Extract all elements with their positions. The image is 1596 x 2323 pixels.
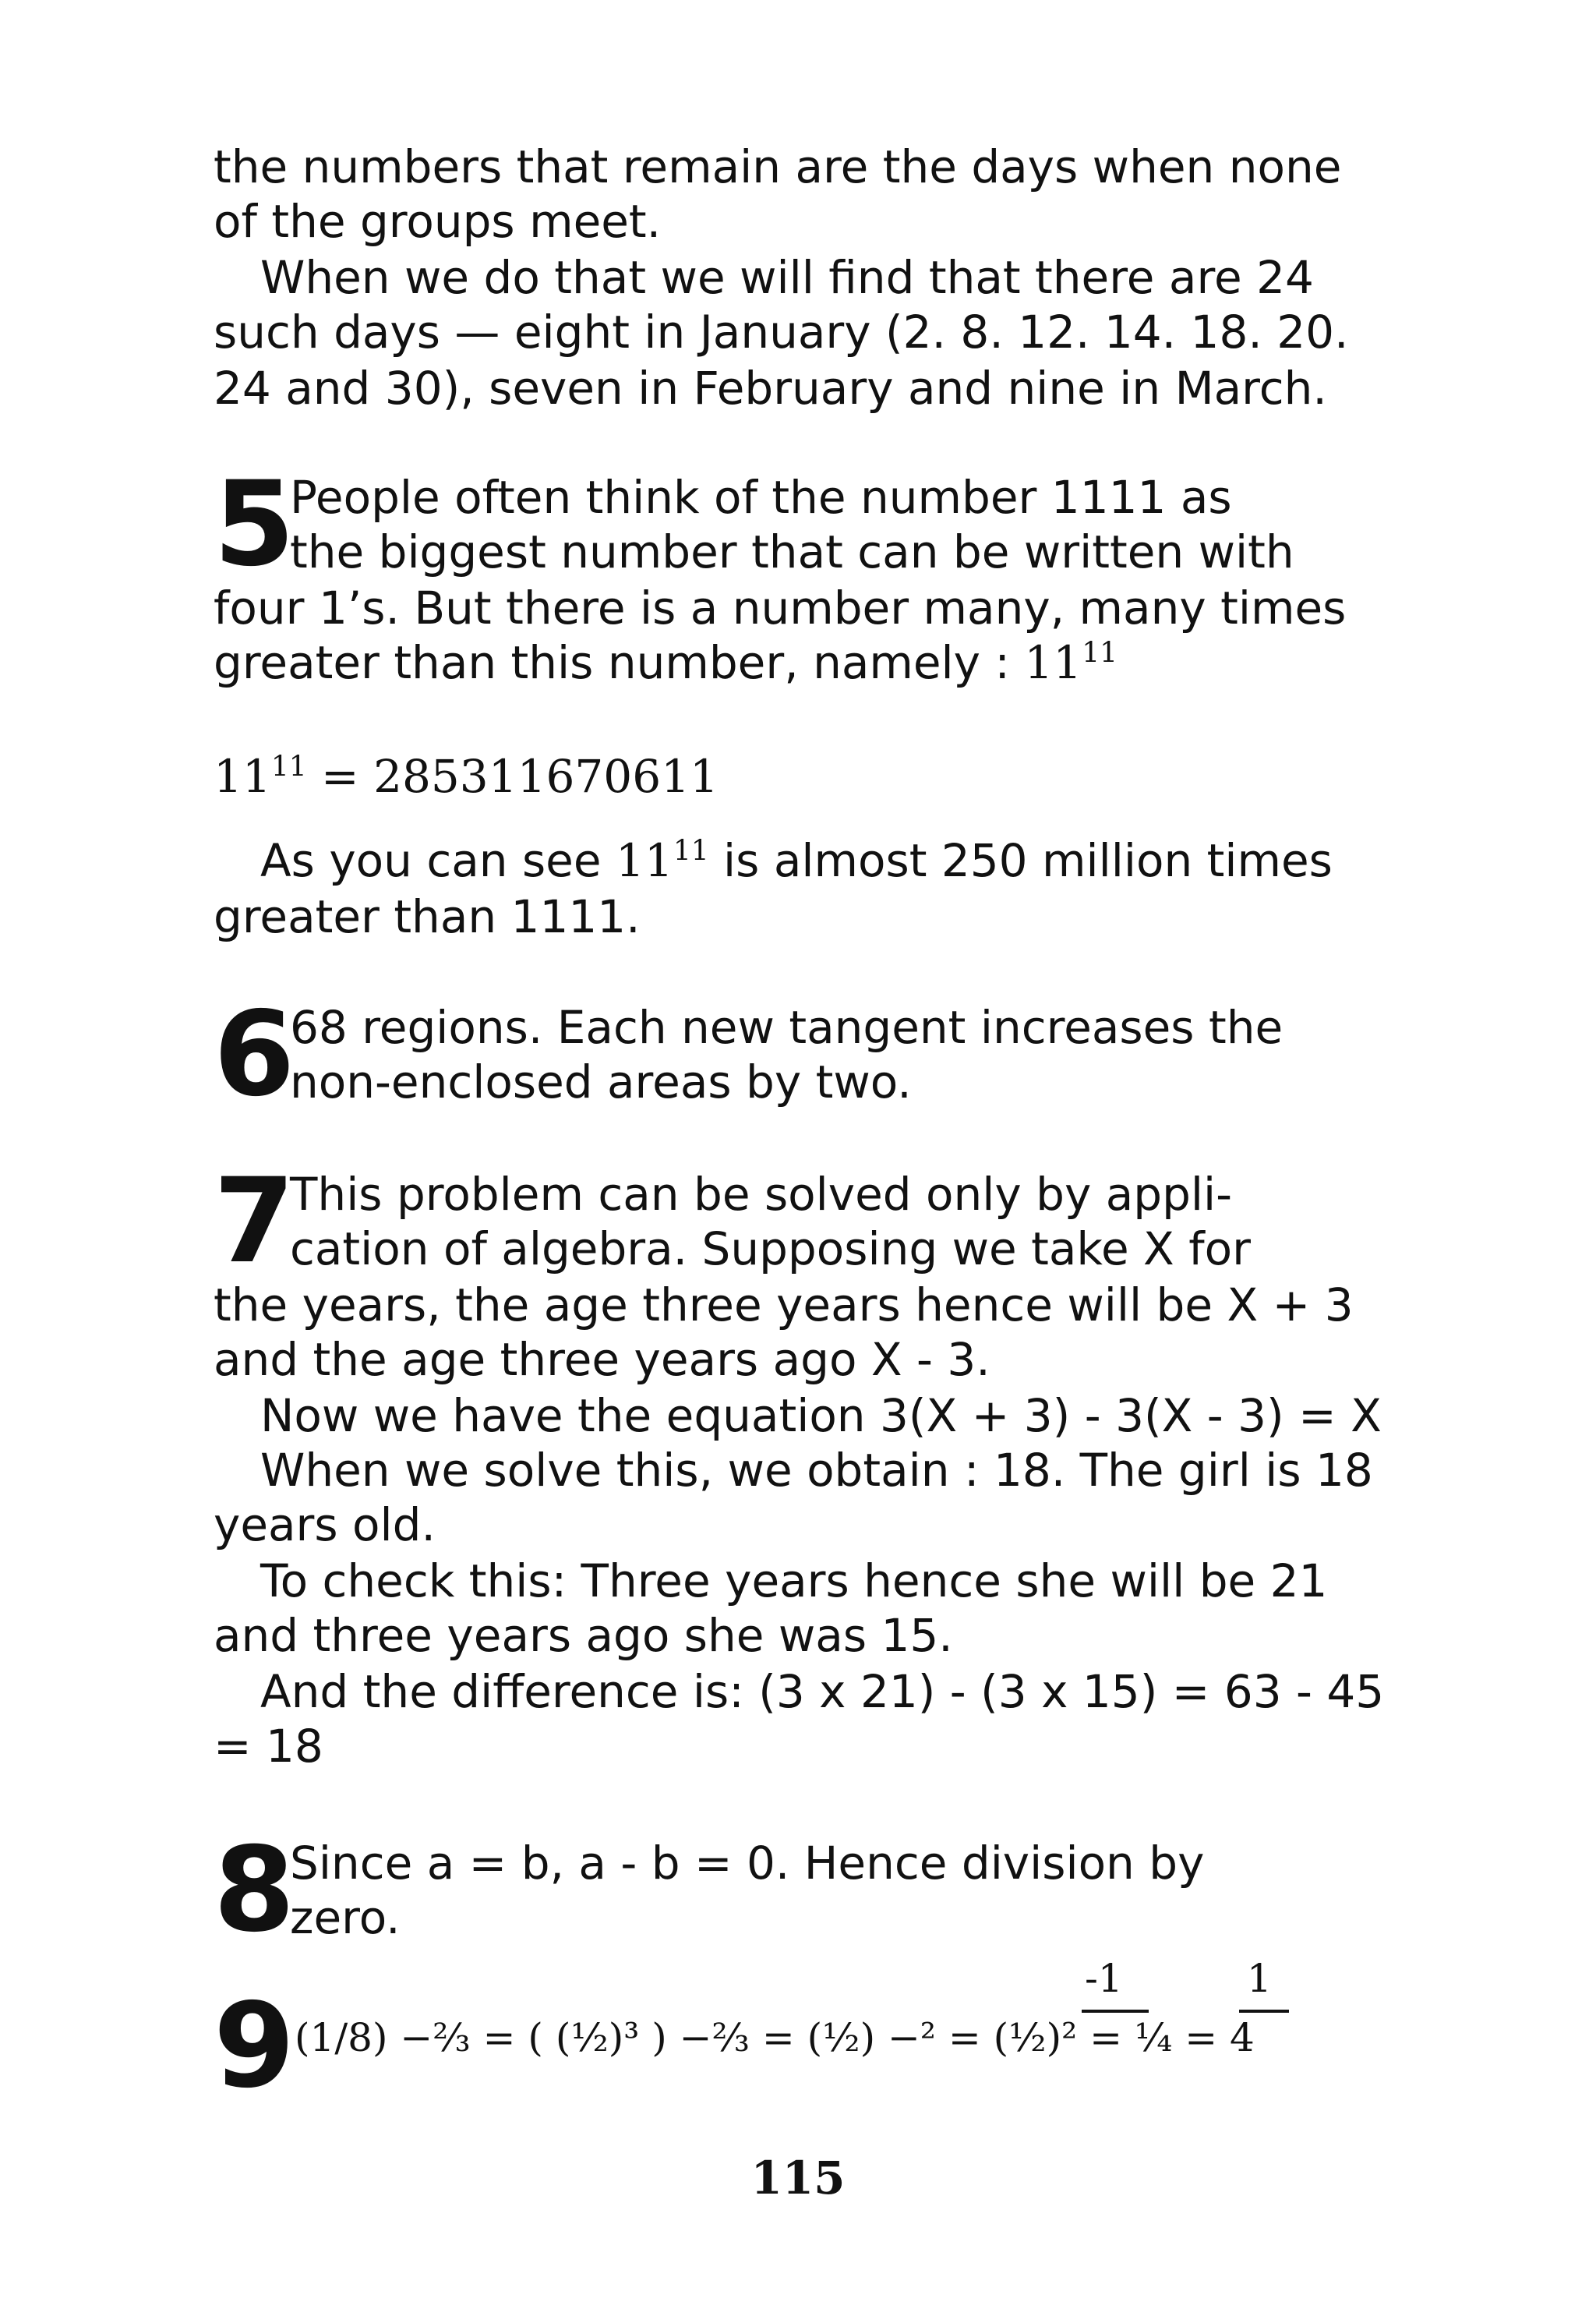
ans7-line5 [260, 1388, 1382, 1444]
ans5-line4 [214, 635, 1379, 691]
answer-9-number: 9 [214, 1978, 295, 2114]
ans7-line8 [260, 1553, 1379, 1609]
answer-7-number: 7 [214, 1154, 295, 1289]
equation-result: = 285311670611 [306, 750, 719, 803]
text: Now we have the equation 3(X + 3) - 3(X - 3) = X [260, 1389, 1382, 1442]
text: zero. [290, 1891, 401, 1944]
para4-line5 [214, 360, 1379, 416]
text: the numbers that remain are the days when none [214, 140, 1342, 193]
text: greater than this number, namely : [214, 636, 1025, 689]
ans5-line2 [290, 524, 1379, 580]
text: four 1’s. But there is a number many, many times [214, 582, 1347, 635]
ans5-line1 [290, 469, 1379, 525]
text: non-enclosed areas by two. [290, 1055, 912, 1108]
text: Since a = b, a - b = 0. Hence division by [290, 1837, 1205, 1890]
text: greater than 1111. [214, 890, 641, 943]
power-base: 11 [214, 750, 271, 803]
text: and three years ago she was 15. [214, 1609, 953, 1662]
para4-line2 [214, 193, 1379, 249]
fraction-bar-2 [1239, 2010, 1289, 2013]
ans5-line3 [214, 580, 1379, 636]
para4-line3 [260, 249, 1379, 306]
text: the biggest number that can be written with [290, 525, 1294, 578]
power-base: 11 [1024, 636, 1082, 689]
fraction-bar-1 [1082, 2010, 1149, 2013]
power-exponent: 11 [673, 835, 709, 868]
text: such days — eight in January (2. 8. 12. 14. 18. 20. [214, 306, 1349, 359]
text: And the difference is: (3 x 21) - (3 x 15) = 63 - 45 [260, 1665, 1385, 1718]
text: 68 regions. Each new tangent increases the [290, 1001, 1284, 1054]
answer-8-number: 8 [214, 1823, 295, 1958]
page-number: 115 [750, 2152, 846, 2205]
text: years old. [214, 1498, 436, 1551]
text: When we solve this, we obtain : 18. The girl is 18 [260, 1444, 1373, 1497]
text: This problem can be solved only by appli- [290, 1168, 1233, 1221]
answer-6-number: 6 [214, 987, 295, 1123]
power-exponent: 11 [1082, 637, 1118, 670]
text: is almost 250 million times [708, 834, 1333, 887]
ans7-line1 [290, 1166, 1379, 1222]
text: the years, the age three years hence will be X + 3 [214, 1278, 1354, 1331]
text: People often think of the number 1111 as [290, 471, 1232, 524]
answer-5-number: 5 [214, 457, 295, 592]
ans7-line11 [214, 1718, 1379, 1774]
ans7-line10 [260, 1664, 1385, 1720]
ans7-line9 [214, 1607, 1379, 1664]
power-exponent: 11 [270, 751, 307, 783]
text: cation of algebra. Supposing we take X for [290, 1222, 1251, 1275]
ans8-line2 [290, 1890, 1379, 1946]
power-base: 11 [616, 834, 673, 887]
ans9-equation: (1/8) −⅔ = ( (½)³ ) −⅔ = (½) −² = (½)² = ¼ = 4 [295, 2015, 1255, 2060]
text: = 18 [214, 1720, 323, 1773]
ans6-line2 [290, 1054, 1379, 1110]
ans7-line4 [214, 1331, 1379, 1388]
ans7-line2 [290, 1221, 1379, 1277]
text: To check this: Three years hence she will be 21 [260, 1554, 1328, 1607]
ans6-line1 [290, 999, 1379, 1055]
ans7-line6 [260, 1442, 1379, 1498]
text: As you can see [260, 834, 616, 887]
ans5-see-line1 [260, 833, 1379, 889]
ans7-line3 [214, 1277, 1379, 1333]
text: When we do that we will find that there are 24 [260, 251, 1314, 304]
para4-line4 [214, 304, 1379, 360]
ans5-see-line2 [214, 889, 1379, 945]
text: 24 and 30), seven in February and nine in March. [214, 362, 1327, 415]
ans9-top-numerator-1: -1 [1085, 1956, 1123, 2001]
text: of the groups meet. [214, 195, 662, 248]
text: and the age three years ago X - 3. [214, 1333, 990, 1386]
para4-line1 [214, 139, 1379, 195]
ans5-equation [214, 748, 1379, 804]
ans9-top-numerator-2: 1 [1247, 1956, 1272, 2001]
ans8-line1 [290, 1835, 1379, 1891]
ans7-line7 [214, 1497, 1379, 1553]
